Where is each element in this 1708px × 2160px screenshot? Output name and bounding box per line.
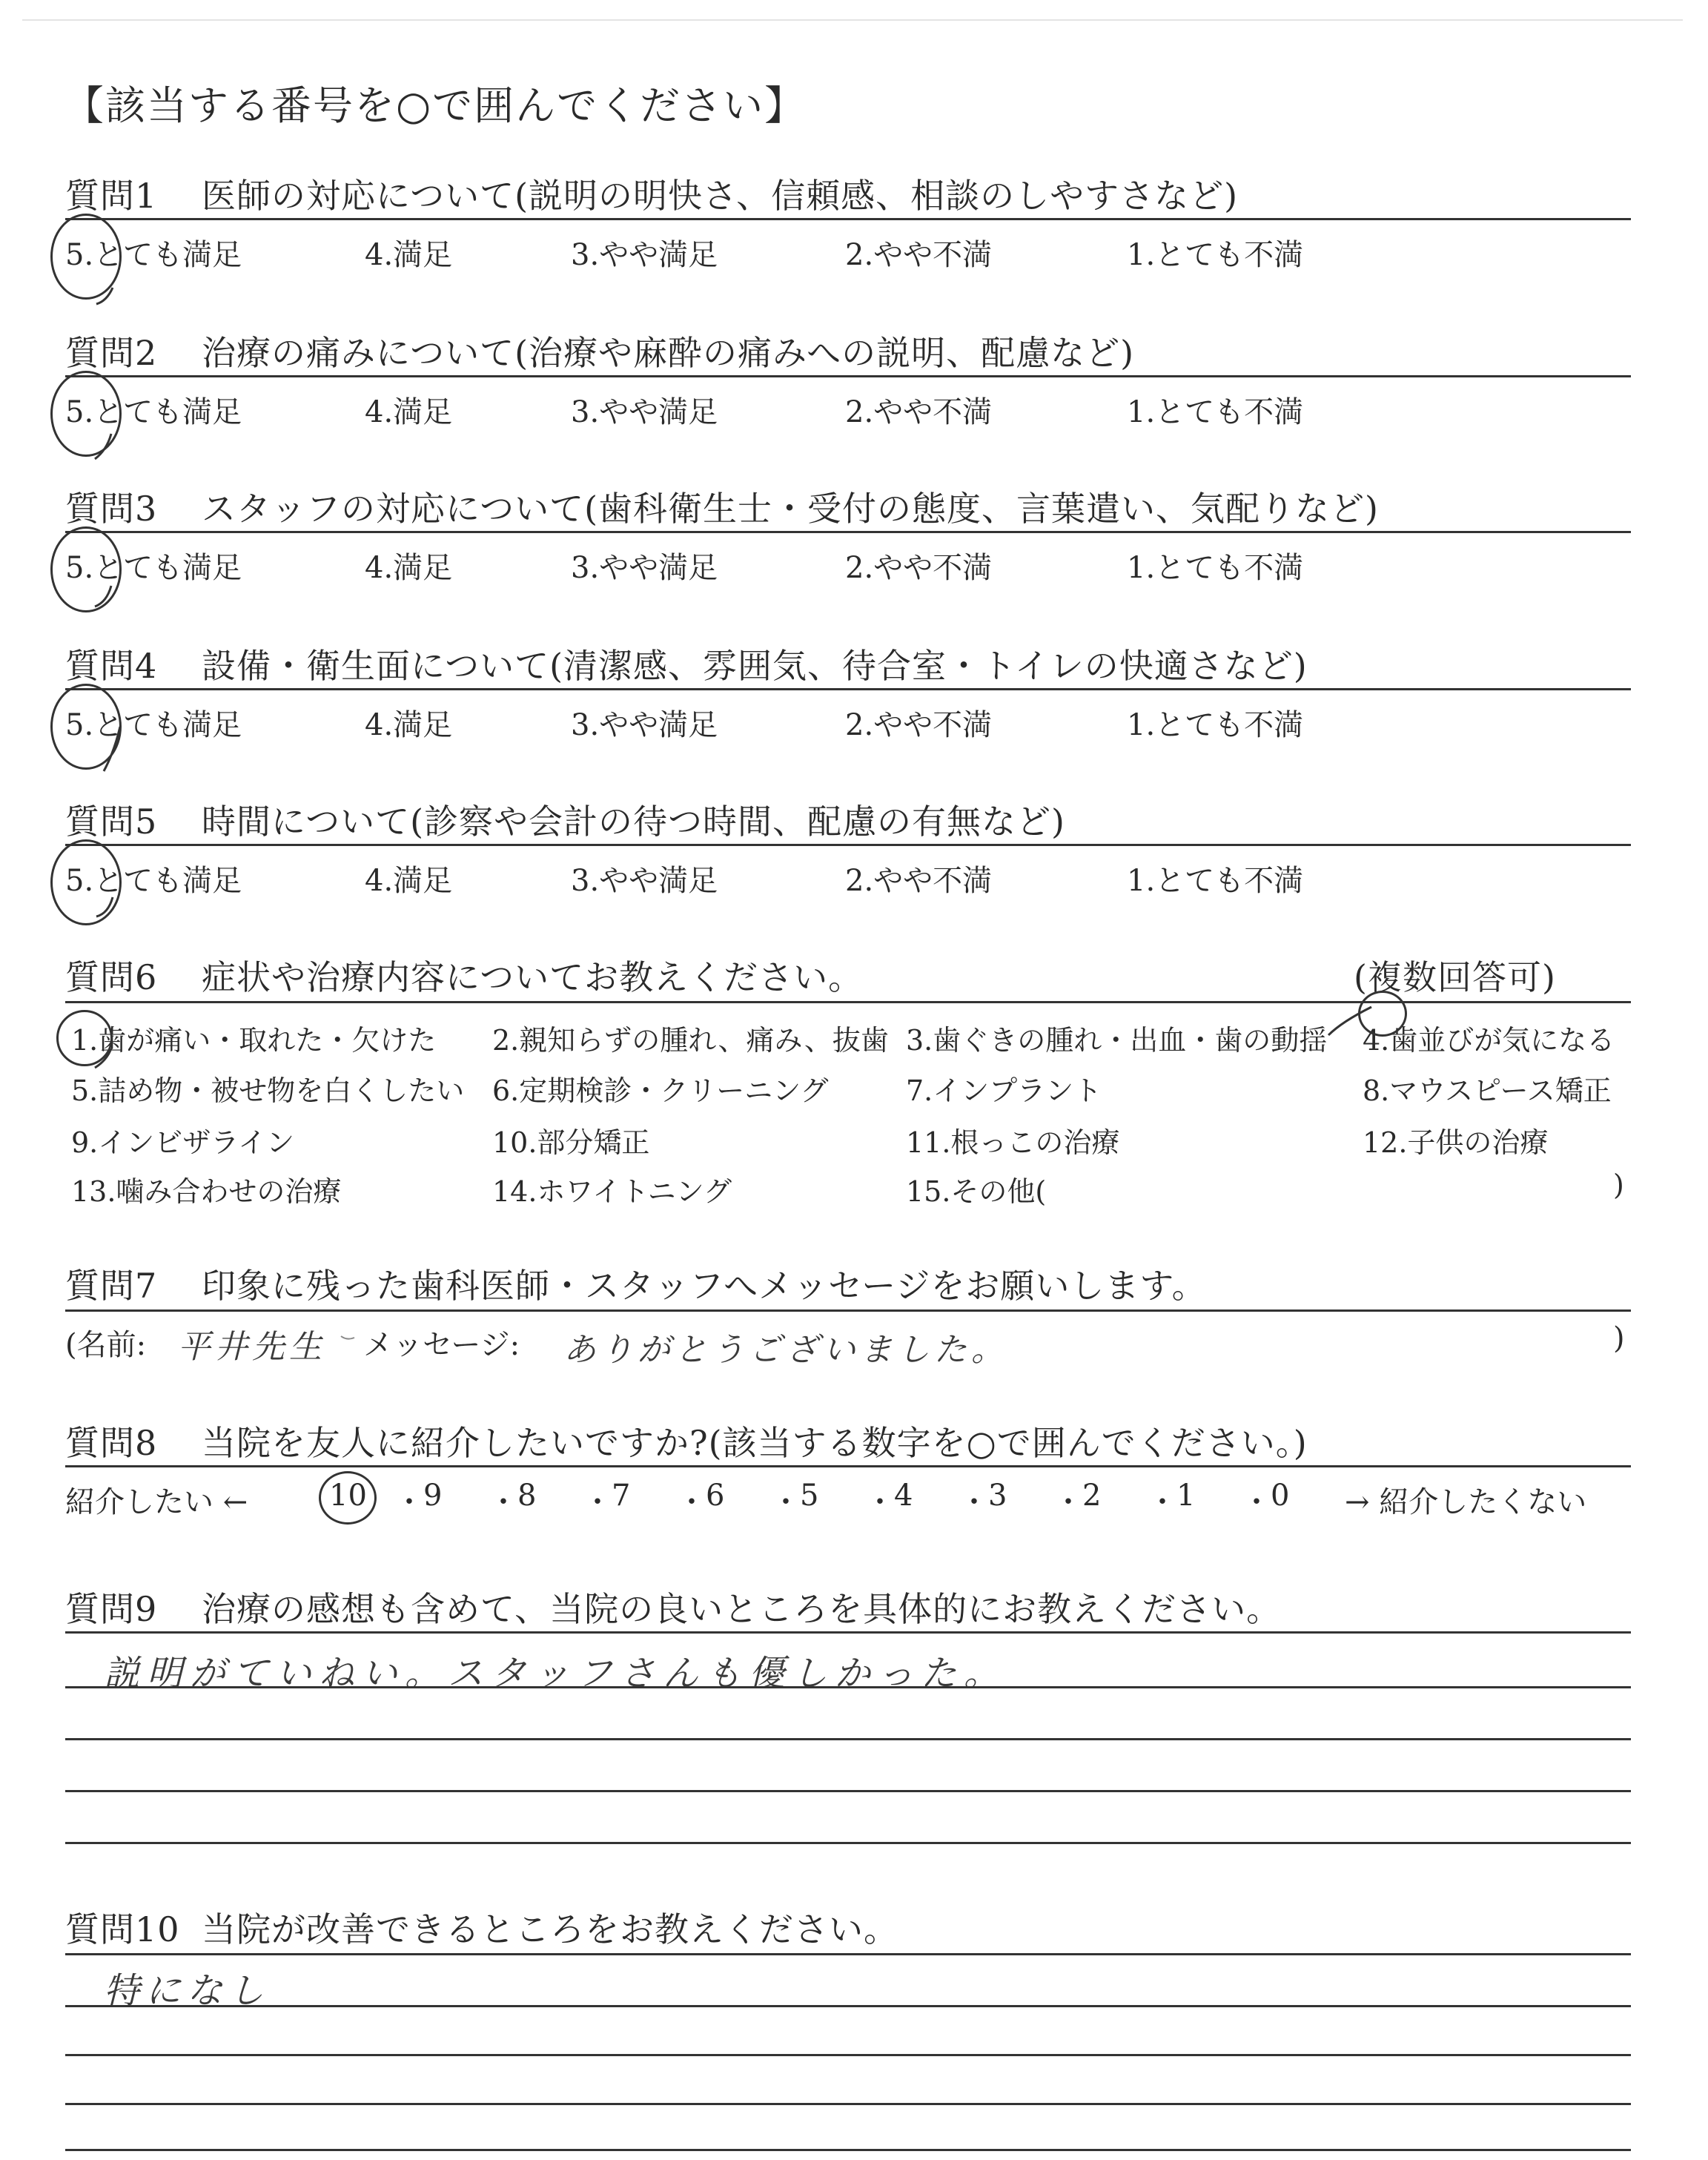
q9-answer-handwritten[interactable]: 説明がていねい。スタッフさんも優しかった。 [104, 1653, 1007, 1694]
q6-option[interactable]: 3.歯ぐきの腫れ・出血・歯の動揺 [906, 1024, 1328, 1057]
q5-label: 質問5 [65, 802, 158, 842]
q8-scale-number[interactable]: 7 [612, 1479, 631, 1513]
q9-text: 治療の感想も含めて、当院の良いところを具体的にお教えください。 [202, 1589, 1282, 1629]
q8-scale-number[interactable]: 3 [988, 1479, 1007, 1513]
q5-text: 時間について(診察や会計の待つ時間、配慮の有無など) [202, 802, 1065, 842]
q7-text: 印象に残った歯科医師・スタッフへメッセージをお願いします。 [202, 1266, 1207, 1306]
q6-option[interactable]: 14.ホワイトニング [492, 1175, 732, 1208]
q8-scale-number[interactable]: 9 [423, 1479, 443, 1513]
q4-option[interactable]: 5.とても満足 [65, 708, 242, 742]
q8-scale-number[interactable]: 6 [706, 1479, 725, 1513]
q6-option[interactable]: 11.根っこの治療 [906, 1126, 1120, 1159]
q7-close-paren: ) [1613, 1321, 1625, 1355]
q1-option[interactable]: 1.とても不満 [1127, 238, 1304, 272]
q6-label: 質問6 [65, 957, 158, 997]
q6-option[interactable]: 15.その他( [906, 1175, 1047, 1208]
q1-text: 医師の対応について(説明の明快さ、信頼感、相談のしやすさなど) [202, 176, 1239, 216]
q4-option[interactable]: 3.やや満足 [571, 708, 718, 742]
q6-option[interactable]: 6.定期検診・クリーニング [492, 1074, 829, 1107]
q6-option[interactable]: 5.詰め物・被せ物を白くしたい [71, 1074, 465, 1107]
q5-option[interactable]: 4.満足 [365, 864, 453, 898]
q7-name-handwritten[interactable]: 平井先生 [178, 1328, 326, 1366]
q8-scale-separator: ・ [677, 1485, 706, 1519]
q1-option[interactable]: 5.とても満足 [65, 238, 242, 272]
q2-option[interactable]: 2.やや不満 [845, 395, 993, 429]
q6-option[interactable]: 8.マウスピース矯正 [1363, 1074, 1612, 1107]
q4-option[interactable]: 2.やや不満 [845, 708, 993, 742]
q3-option[interactable]: 4.満足 [365, 551, 453, 585]
q4-option[interactable]: 4.満足 [365, 708, 453, 742]
q6-option[interactable]: 13.噛み合わせの治療 [71, 1175, 342, 1208]
q10-text: 当院が改善できるところをお教えください。 [202, 1909, 898, 1949]
q6-option[interactable]: 12.子供の治療 [1363, 1126, 1549, 1159]
q7-message-label: メッセージ: [363, 1328, 520, 1362]
q3-label: 質問3 [65, 489, 158, 529]
q6-option[interactable]: ) [1613, 1169, 1624, 1201]
q8-left-label: 紹介したい ← [65, 1485, 248, 1519]
q5-option[interactable]: 3.やや満足 [571, 864, 718, 898]
q6-option[interactable]: 2.親知らずの腫れ、痛み、抜歯 [492, 1024, 889, 1057]
form-instruction-header: 【該当する番号を○で囲んでください】 [64, 82, 807, 129]
q2-option[interactable]: 1.とても不満 [1127, 395, 1304, 429]
q6-option[interactable]: 7.インプラント [906, 1074, 1102, 1107]
q8-scale-number[interactable]: 2 [1082, 1479, 1102, 1513]
q2-text: 治療の痛みについて(治療や麻酔の痛みへの説明、配慮など) [202, 333, 1135, 373]
q6-text: 症状や治療内容についてお教えください。 [202, 957, 864, 997]
q2-option[interactable]: 4.満足 [365, 395, 453, 429]
q8-label: 質問8 [65, 1423, 158, 1463]
q10-label: 質問10 [65, 1909, 180, 1949]
q8-text: 当院を友人に紹介したいですか?(該当する数字を○で囲んでください。) [202, 1423, 1308, 1463]
q3-option[interactable]: 5.とても満足 [65, 551, 242, 585]
q3-option[interactable]: 3.やや満足 [571, 551, 718, 585]
q6-option[interactable]: 1.歯が痛い・取れた・欠けた [71, 1024, 437, 1057]
q8-scale-separator: ・ [959, 1485, 989, 1519]
q8-scale-number[interactable]: 10 [329, 1479, 367, 1513]
q6-option[interactable]: 9.インビザライン [71, 1126, 295, 1159]
q2-option[interactable]: 5.とても満足 [65, 395, 242, 429]
q7-message-handwritten[interactable]: ありがとうございました。 [563, 1331, 1008, 1369]
q4-label: 質問4 [65, 646, 158, 686]
q1-option[interactable]: 2.やや不満 [845, 238, 993, 272]
q8-scale-number[interactable]: 8 [517, 1479, 537, 1513]
q8-scale-number[interactable]: 1 [1176, 1479, 1196, 1513]
q4-text: 設備・衛生面について(清潔感、雰囲気、待合室・トイレの快適さなど) [202, 646, 1308, 686]
q1-label: 質問1 [65, 176, 158, 216]
q2-option[interactable]: 3.やや満足 [571, 395, 718, 429]
q3-option[interactable]: 1.とても不満 [1127, 551, 1304, 585]
q8-scale-separator: ・ [771, 1485, 801, 1519]
q8-scale-separator: ・ [583, 1485, 612, 1519]
q8-scale-separator: ・ [1053, 1485, 1083, 1519]
q7-label: 質問7 [65, 1266, 158, 1306]
q8-scale-number[interactable]: 5 [800, 1479, 819, 1513]
q8-right-label: → 紹介したくない [1345, 1485, 1587, 1519]
q7-name-label: (名前: [65, 1328, 147, 1362]
q6-note: (複数回答可) [1354, 957, 1556, 997]
q8-scale-separator: ・ [865, 1485, 895, 1519]
q1-option[interactable]: 3.やや満足 [571, 238, 718, 272]
q8-scale-separator: ・ [489, 1485, 518, 1519]
q8-scale-number[interactable]: 4 [894, 1479, 913, 1513]
q5-option[interactable]: 2.やや不満 [845, 864, 993, 898]
q9-label: 質問9 [65, 1589, 158, 1629]
q4-option[interactable]: 1.とても不満 [1127, 708, 1304, 742]
q5-option[interactable]: 1.とても不満 [1127, 864, 1304, 898]
q5-option[interactable]: 5.とても満足 [65, 864, 242, 898]
q3-option[interactable]: 2.やや不満 [845, 551, 993, 585]
q1-option[interactable]: 4.満足 [365, 238, 453, 272]
q6-option[interactable]: 4.歯並びが気になる [1363, 1024, 1615, 1057]
q8-scale-separator: ・ [1242, 1485, 1271, 1519]
q3-text: スタッフの対応について(歯科衛生士・受付の態度、言葉遣い、気配りなど) [202, 489, 1379, 529]
q10-answer-handwritten[interactable]: 特になし [104, 1970, 271, 2012]
q8-scale-separator: ・ [394, 1485, 424, 1519]
q6-option[interactable]: 10.部分矯正 [492, 1126, 650, 1159]
q2-label: 質問2 [65, 333, 158, 373]
q8-scale-number[interactable]: 0 [1271, 1479, 1290, 1513]
q8-scale-separator: ・ [1148, 1485, 1177, 1519]
